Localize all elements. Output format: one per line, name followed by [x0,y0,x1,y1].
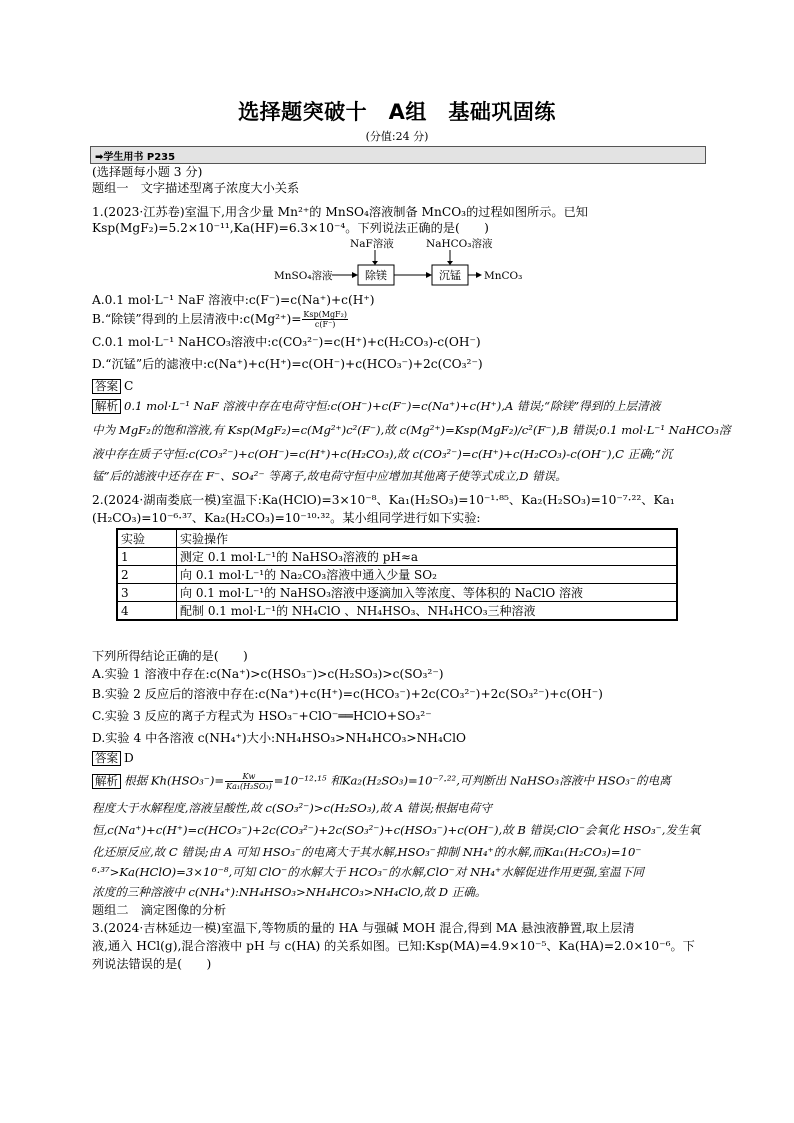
table-cell: 配制 0.1 mol·L⁻¹的 NH₄ClO 、NH₄HSO₃、NH₄HCO₃三种溶液 [177,602,678,621]
table-cell: 3 [117,584,177,602]
table-cell: 4 [117,602,177,621]
q1-explanation-line3: 液中存在质子守恒:c(CO₃²⁻)+c(OH⁻)=c(H⁺)+c(H₂CO₃),故 c(CO₃²⁻)=c(H⁺)+c(H₂CO₃)-c(OH⁻),C 正确;“沉 [92,447,673,461]
q2-answer-value: D [124,751,134,765]
q1-option-d: D.“沉锰”后的滤液中:c(Na⁺)+c(H⁺)=c(OH⁻)+c(HCO₃⁻)+2c(CO₃²⁻) [92,357,483,371]
textbook-ref-bar [90,146,706,164]
q3-stem-line3: 列说法错误的是( ) [92,957,212,971]
q2-explanation-fraction [225,772,273,791]
table-header-cell: 实验操作 [177,529,678,548]
q1-option-b-text: B.“除镁”得到的上层清液中:c(Mg²⁺)= [92,312,302,326]
q1-option-b-fraction [302,310,348,329]
q1-option-b [92,310,349,329]
table-header-row [117,529,677,548]
table-cell: 1 [117,548,177,566]
q1-option-a: A.0.1 mol·L⁻¹ NaF 溶液中:c(F⁻)=c(Na⁺)+c(H⁺) [92,293,375,307]
q2-explanation-text1a: 根据 Kh(HSO₃⁻)= [124,773,225,788]
q1-option-c: C.0.1 mol·L⁻¹ NaHCO₃溶液中:c(CO₃²⁻)=c(H⁺)+c(H₂CO₃)-c(OH⁻) [92,335,481,349]
fraction-denominator: c(F⁻) [314,320,336,329]
q1-explanation-text1: 0.1 mol·L⁻¹ NaF 溶液中存在电荷守恒:c(OH⁻)+c(F⁻)=c(Na⁺)+c(H⁺),A 错误;“除镁”得到的上层清液 [124,399,661,413]
q2-explanation-line6: 浓度的三种溶液中 c(NH₄⁺):NH₄HSO₃>NH₄HCO₃>NH₄ClO,故 D 正确。 [92,885,487,899]
step1-label: 除镁 [365,269,387,282]
q2-option-b: B.实验 2 反应后的溶液中存在:c(Na⁺)+c(H⁺)=c(HCO₃⁻)+2c(CO₃²⁻)+2c(SO₃²⁻)+c(OH⁻) [92,687,603,701]
q2-stem-line2: (H₂CO₃)=10⁻⁶·³⁷、Ka₂(H₂CO₃)=10⁻¹⁰·³²。某小组同学进行如下实验: [92,511,481,525]
q2-explanation-line4: 化还原反应,故 C 错误;由 A 可知 HSO₃⁻的电离大于其水解,HSO₃⁻抑制 NH₄⁺的水解,而Ka₁(H₂CO₃)=10⁻ [92,845,642,859]
q3-stem-line1: 3.(2024·吉林延边一模)室温下,等物质的量的 HA 与强碱 MOH 混合,得到 MA 悬浊液静置,取上层清 [92,921,635,935]
table-cell: 向 0.1 mol·L⁻¹的 Na₂CO₃溶液中通入少量 SO₂ [177,566,678,584]
q2-explanation-line5: ⁶·³⁷>Ka(HClO)=3×10⁻⁸,可知 ClO⁻的水解大于 HCO₃⁻的水解,ClO⁻对 NH₄⁺水解促进作用更强,室温下同 [92,865,644,879]
explanation-tag: 解析 [92,774,121,789]
q2-experiment-table [116,528,678,621]
table-cell: 向 0.1 mol·L⁻¹的 NaHSO₃溶液中逐滴加入等浓度、等体积的 NaClO 溶液 [177,584,678,602]
q2-explanation-text1b: =10⁻¹²·¹⁵ 和Ka₂(H₂SO₃)=10⁻⁷·²²,可判断出 NaHSO₃溶液中 HSO₃⁻的电离 [273,773,671,788]
fraction-numerator: Kw [225,772,273,782]
group1-heading: 题组一 文字描述型离子浓度大小关系 [92,181,300,195]
q2-option-d: D.实验 4 中各溶液 c(NH₄⁺)大小:NH₄HSO₃>NH₄HCO₃>NH₄ClO [92,731,466,745]
q1-explanation-line4: 锰”后的滤液中还存在 F⁻、SO₄²⁻ 等离子,故电荷守恒中应增加其他离子使等式成立,D 错误。 [92,469,567,483]
q2-option-a: A.实验 1 溶液中存在:c(Na⁺)>c(HSO₃⁻)>c(H₂SO₃)>c(SO₃²⁻) [92,667,444,681]
table-header-cell: 实验 [117,529,177,548]
answer-tag: 答案 [92,379,121,394]
table-row [117,602,677,621]
q2-explanation-line2: 程度大于水解程度,溶液呈酸性,故 c(SO₃²⁻)>c(H₂SO₃),故 A 错误;根据电荷守 [92,801,492,815]
q1-answer-value: C [124,379,134,393]
start-solution-label: MnSO₄溶液 [274,270,333,282]
reagent1-label: NaF溶液 [350,238,394,250]
q1-stem-line1: 1.(2023·江苏卷)室温下,用含少量 Mn²⁺的 MnSO₄溶液制备 MnCO₃的过程如图所示。已知 [92,205,588,219]
intro-note: (选择题每小题 3 分) [92,165,203,179]
q3-stem-line2: 液,通入 HCl(g),混合溶液中 pH 与 c(HA) 的关系如图。已知:Ksp(MA)=4.9×10⁻⁵、Ka(HA)=2.0×10⁻⁶。下 [92,939,695,953]
fraction-numerator: Ksp(MgF₂) [303,310,347,319]
q1-explanation-line2: 中为 MgF₂的饱和溶液,有 Ksp(MgF₂)=c(Mg²⁺)c²(F⁻),故 c(Mg²⁺)=Ksp(MgF₂)/c²(F⁻),B 错误;0.1 mol·L⁻¹ NaHCO₃溶 [92,423,731,437]
textbook-ref-label: ➡学生用书 P235 [95,152,176,163]
q2-answer [92,750,134,766]
q1-process-diagram [270,236,530,292]
table-row [117,548,677,566]
table-cell: 2 [117,566,177,584]
q2-option-c: C.实验 3 反应的离子方程式为 HSO₃⁻+ClO⁻══HClO+SO₃²⁻ [92,709,432,723]
q1-answer [92,378,133,394]
table-cell: 测定 0.1 mol·L⁻¹的 NaHSO₃溶液的 pH≈a [177,548,678,566]
fraction-denominator: Ka₁(H₂SO₃) [226,782,272,791]
q2-question: 下列所得结论正确的是( ) [92,649,248,663]
answer-tag: 答案 [92,751,121,766]
q2-explanation-line3: 恒,c(Na⁺)+c(H⁺)=c(HCO₃⁻)+2c(CO₃²⁻)+2c(SO₃²⁻)+c(HSO₃⁻)+c(OH⁻),故 B 错误;ClO⁻会氧化 HSO₃⁻,发生氧 [92,823,701,837]
q2-stem-line1: 2.(2024·湖南娄底一模)室温下:Ka(HClO)=3×10⁻⁸、Ka₁(H₂SO₃)=10⁻¹·⁸⁵、Ka₂(H₂SO₃)=10⁻⁷·²²、Ka₁ [92,493,675,507]
table-row [117,566,677,584]
reagent2-label: NaHCO₃溶液 [426,238,493,250]
step2-label: 沉锰 [439,269,461,282]
end-product-label: MnCO₃ [484,270,523,282]
page-title: 选择题突破十 A组 基础巩固练 [238,100,556,124]
group2-heading: 题组二 滴定图像的分析 [92,903,227,917]
q1-stem-line2: Ksp(MgF₂)=5.2×10⁻¹¹,Ka(HF)=6.3×10⁻⁴。下列说法正确的是( ) [92,221,489,235]
q1-explanation-line1 [92,398,660,414]
table-row [117,584,677,602]
score-note: (分值:24 分) [365,130,429,143]
q2-explanation-line1 [92,772,671,791]
explanation-tag: 解析 [92,399,121,414]
